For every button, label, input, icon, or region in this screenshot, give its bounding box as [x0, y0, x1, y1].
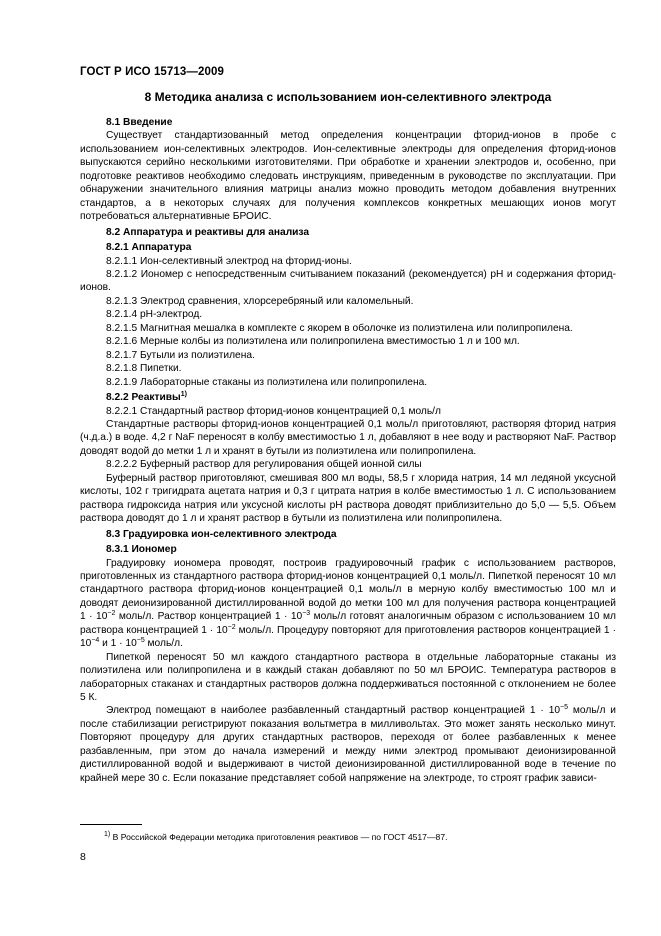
paragraph-introduction: Существует стандартизованный метод определения концентрации фторид-ионов в пробе с использованием ион-селективных электродов. Ион-селективные электроды для определения фторид-ионов выпускаются серийно несколькими изготовителями. При обработке и хранении электродов и, особенно, при подготовке реактивов необходимо следовать инструкциям, приведенным в руководстве по эксплуатации. При обнаружении значительного влияния матрицы анализ можно проводить методом добавления внутренних стандартов, а в некоторых случаях для получения комплексов конкретных мешающих ионов могут потребоваться альтернативные БРОИС.	[80, 130, 616, 223]
list-item: 8.2.1.6 Мерные колбы из полиэтилена или полипропилена вместимостью 1 л и 100 мл.	[106, 336, 520, 348]
page-number: 8	[80, 851, 86, 863]
paragraph-standard-solution: Стандартные растворы фторид-ионов концентрацией 0,1 моль/л приготовляют, растворяя фторид натрия (ч.д.а.) в воде. 4,2 г NaF переносят в колбу вместимостью 1 л, добавляют в нее воду и растворяют NaF. Раствор доводят водой до метки 1 л и хранят в бутыли из полиэтилена или полипропилена.	[80, 418, 616, 457]
subsection-8-2-2-2-title: 8.2.2.2 Буферный раствор для регулирования общей ионной силы	[106, 459, 422, 471]
text-run: моль/л и после стабилизации регистрируют показания вольтметра в милливольтах. Это может занять несколько минут. Повторяют процедуру для других стандартных растворов, переходя от более разбавленных к менее разбавленным, при этом до начала измерений и между ними электрод промывают деионизированной дистиллированной водой и выдерживают в чистой деионизированной дистиллированной воде в течение по крайней мере 30 с. Если показание представляет собой напряжение на электроде, то строят график зависи-	[80, 705, 616, 784]
subsection-8-1-title: 8.1 Введение	[106, 117, 173, 128]
exponent: −4	[91, 637, 100, 645]
list-item: 8.2.1.1 Ион-селективный электрод на фторид-ионы.	[106, 255, 352, 267]
footnote	[104, 832, 447, 843]
text-run: моль/л. Раствор концентрацией 1 · 10	[115, 611, 303, 623]
text-run: моль/л.	[144, 638, 183, 650]
footnote-divider	[80, 824, 142, 825]
exponent: −2	[227, 623, 236, 631]
paragraph-buffer-solution: Буферный раствор приготовляют, смешивая 800 мл воды, 58,5 г хлорида натрия, 14 мл ледяной уксусной кислоты, 102 г тригидрата ацетата натрия и 0,3 г цитрата натрия в колбе вместимостью 1 л. С использованием раствора гидроксида натрия или уксусной кислоты pH раствора доводят приблизительно до 5,0 — 5,5. Объем раствора доводят до 1 л и хранят раствор в бутыли из полиэтилена или полипропилена.	[80, 472, 616, 525]
list-item: 8.2.1.9 Лабораторные стаканы из полиэтилена или полипропилена.	[106, 376, 428, 388]
paragraph-electrode	[80, 704, 616, 785]
footnote-marker: 1)	[180, 391, 187, 399]
subsection-8-3-1-title: 8.3.1 Иономер	[106, 544, 177, 556]
subsection-8-2-title: 8.2 Аппаратура и реактивы для анализа	[106, 226, 310, 238]
paragraph-calibration	[80, 557, 616, 651]
exponent: −2	[107, 610, 116, 618]
subsection-8-2-1-title: 8.2.1 Аппаратура	[106, 242, 192, 254]
exponent: −5	[560, 704, 569, 712]
footnote-text: В Российской Федерации методика приготовления реактивов — по ГОСТ 4517—87.	[110, 832, 448, 842]
footnote-number: 1)	[104, 831, 111, 838]
subsection-8-2-2-title	[80, 391, 616, 404]
text-run: Электрод помещают в наиболее разбавленный стандартный раствор концентрацией 1 · 10	[106, 705, 561, 717]
text-run: и 1 · 10	[99, 638, 137, 650]
list-item: 8.2.1.2 Иономер с непосредственным считыванием показаний (рекомендуется) pH и содержания фторид-ионов.	[80, 268, 616, 294]
text-run: моль/л готовят аналогичным образом с использованием 10 мл раствора концентрацией 1 · 10	[80, 611, 616, 636]
subsection-8-2-2-label: 8.2.2 Реактивы	[106, 392, 181, 404]
paragraph-pipette: Пипеткой переносят 50 мл каждого стандартного раствора в отдельные лабораторные стаканы из полиэтилена или полипропилена и в каждый стакан добавляют по 50 мл БРОИС. Температура растворов в лабораторных стаканах и стандартных растворов должна поддерживаться постоянной с отклонением не более 5 К.	[80, 651, 616, 704]
list-item: 8.2.1.7 Бутыли из полиэтилена.	[106, 349, 255, 361]
list-item: 8.2.1.3 Электрод сравнения, хлорсеребряный или каломельный.	[106, 295, 414, 307]
exponent: −5	[136, 637, 145, 645]
list-item: 8.2.1.8 Пипетки.	[106, 363, 182, 375]
page-body	[80, 90, 616, 785]
list-item: 8.2.1.5 Магнитная мешалка в комплекте с якорем в оболочке из полиэтилена или полипропилена.	[106, 322, 573, 334]
document-header: ГОСТ Р ИСО 15713—2009	[80, 66, 225, 78]
subsection-8-3-title: 8.3 Градуировка ион-селективного электрода	[106, 528, 337, 540]
subsection-8-2-2-1-title: 8.2.2.1 Стандартный раствор фторид-ионов концентрацией 0,1 моль/л	[106, 405, 441, 417]
section-title: 8 Методика анализа с использованием ион-селективного электрода	[144, 90, 552, 104]
list-item: 8.2.1.4 pH-электрод.	[106, 309, 203, 321]
text-run: Градуировку иономера проводят, построив градуировочный график с использованием растворов, приготовленных из стандартного раствора фторид-ионов концентрацией 0,1 моль/л. Пипеткой переносят 10 мл стандартного раствора фторид-ионов концентрацией 0,1 моль/л в мерную колбу вместимостью 100 мл и доводят деионизированной дистиллированной водой до метки 100 мл для получения раствора концентрацией 1 · 10	[80, 557, 616, 623]
text-run: моль/л. Процедуру повторяют для приготовления растворов концентрацией 1 · 10	[80, 624, 616, 650]
exponent: −3	[302, 610, 311, 618]
